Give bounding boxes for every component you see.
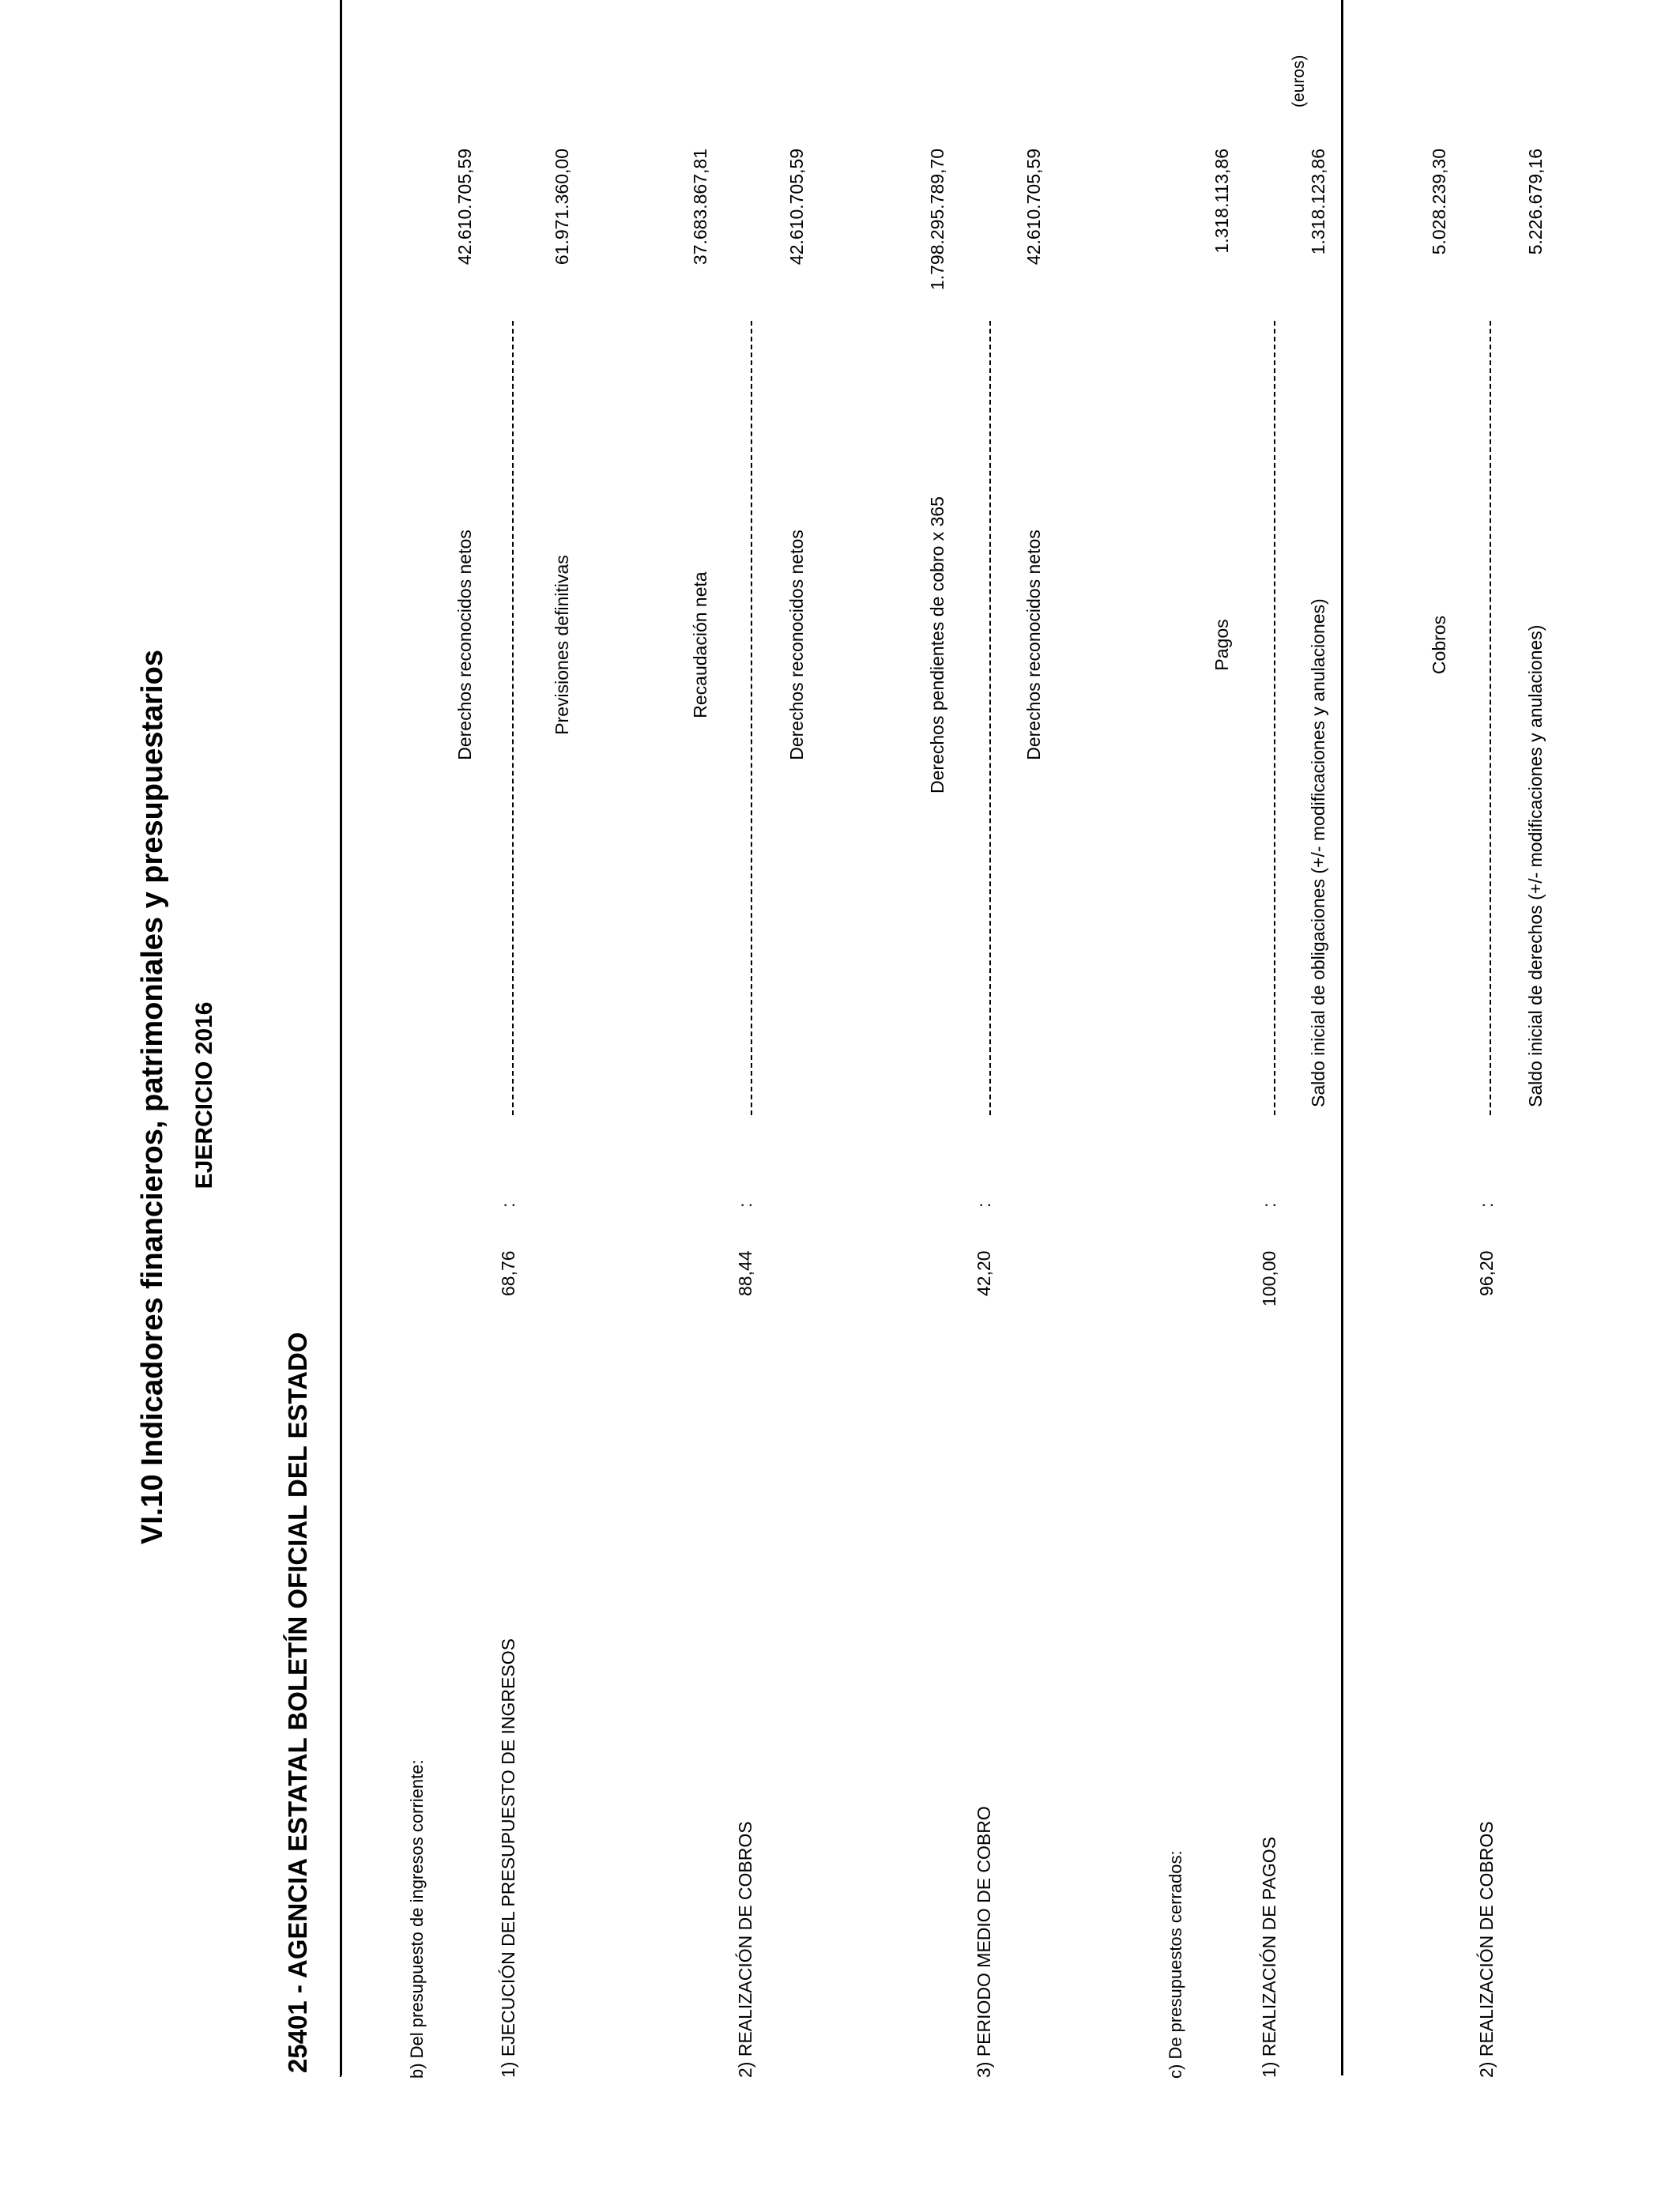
indicator-value: 68,76 — [498, 1250, 518, 1296]
denominator-amount: 5.226.679,16 — [1525, 149, 1546, 255]
numerator-amount: 1.798.295.789,70 — [927, 149, 947, 291]
numerator-amount: 37.683.867,81 — [690, 149, 710, 266]
indicator-label: 3) PERIODO MEDIO DE COBRO — [974, 1806, 994, 2078]
numerator-amount: 5.028.239,30 — [1429, 149, 1449, 255]
numerator-label: Cobros — [1429, 615, 1449, 675]
denominator-amount: 42.610.705,59 — [1023, 149, 1044, 266]
numerator-label: Derechos reconocidos netos — [454, 530, 475, 760]
indicator-label: 1) REALIZACIÓN DE PAGOS — [1259, 1836, 1279, 2078]
numerator-label: Pagos — [1211, 619, 1232, 671]
denominator-label: Saldo inicial de derechos (+/- modificaciones y anulaciones) — [1525, 624, 1546, 1107]
exercise-year: EJERCICIO 2016 — [191, 1001, 217, 1189]
denominator-amount: 42.610.705,59 — [786, 149, 807, 266]
indicator-label: 2) REALIZACIÓN DE COBROS — [1476, 1821, 1497, 2078]
fraction-line — [1274, 321, 1275, 1115]
indicator-colon: : — [974, 1202, 994, 1208]
fraction-line — [1490, 321, 1491, 1115]
section-heading: c) De presupuestos cerrados: — [1166, 1850, 1185, 2079]
fraction-line — [989, 321, 991, 1115]
denominator-label: Derechos reconocidos netos — [1023, 530, 1044, 760]
denominator-label: Derechos reconocidos netos — [786, 530, 807, 760]
indicator-label: 2) REALIZACIÓN DE COBROS — [735, 1821, 755, 2078]
report-title: VI.10 Indicadores financieros, patrimoniales y presupuestarios — [136, 650, 169, 1544]
indicator-value: 100,00 — [1259, 1250, 1279, 1306]
denominator-amount: 61.971.360,00 — [552, 149, 572, 266]
entity-heading: 25401 - AGENCIA ESTATAL BOLETÍN OFICIAL DEL ESTADO — [283, 1332, 312, 2073]
bottom-divider-rule — [1341, 0, 1343, 2075]
numerator-amount: 1.318.113,86 — [1211, 149, 1232, 254]
denominator-label: Saldo inicial de obligaciones (+/- modificaciones y anulaciones) — [1308, 598, 1328, 1107]
indicator-value: 42,20 — [974, 1250, 994, 1296]
denominator-amount: 1.318.123,86 — [1308, 149, 1328, 255]
indicator-colon: : — [735, 1202, 755, 1208]
indicator-value: 96,20 — [1476, 1250, 1497, 1296]
indicator-colon: : — [1259, 1202, 1279, 1208]
numerator-amount: 42.610.705,59 — [454, 149, 475, 266]
units-label: (euros) — [1290, 55, 1308, 107]
section-heading: b) Del presupuesto de ingresos corriente: — [407, 1759, 427, 2079]
indicator-label: 1) EJECUCIÓN DEL PRESUPUESTO DE INGRESOS — [498, 1638, 518, 2078]
denominator-label: Previsiones definitivas — [552, 555, 572, 735]
numerator-label: Recaudación neta — [690, 571, 710, 718]
numerator-label: Derechos pendientes de cobro x 365 — [927, 496, 947, 794]
fraction-line — [751, 321, 752, 1115]
indicator-colon: : — [498, 1202, 518, 1208]
indicator-value: 88,44 — [735, 1250, 755, 1296]
indicator-colon: : — [1476, 1202, 1497, 1208]
fraction-line — [512, 321, 514, 1115]
top-divider-rule — [340, 0, 342, 2075]
